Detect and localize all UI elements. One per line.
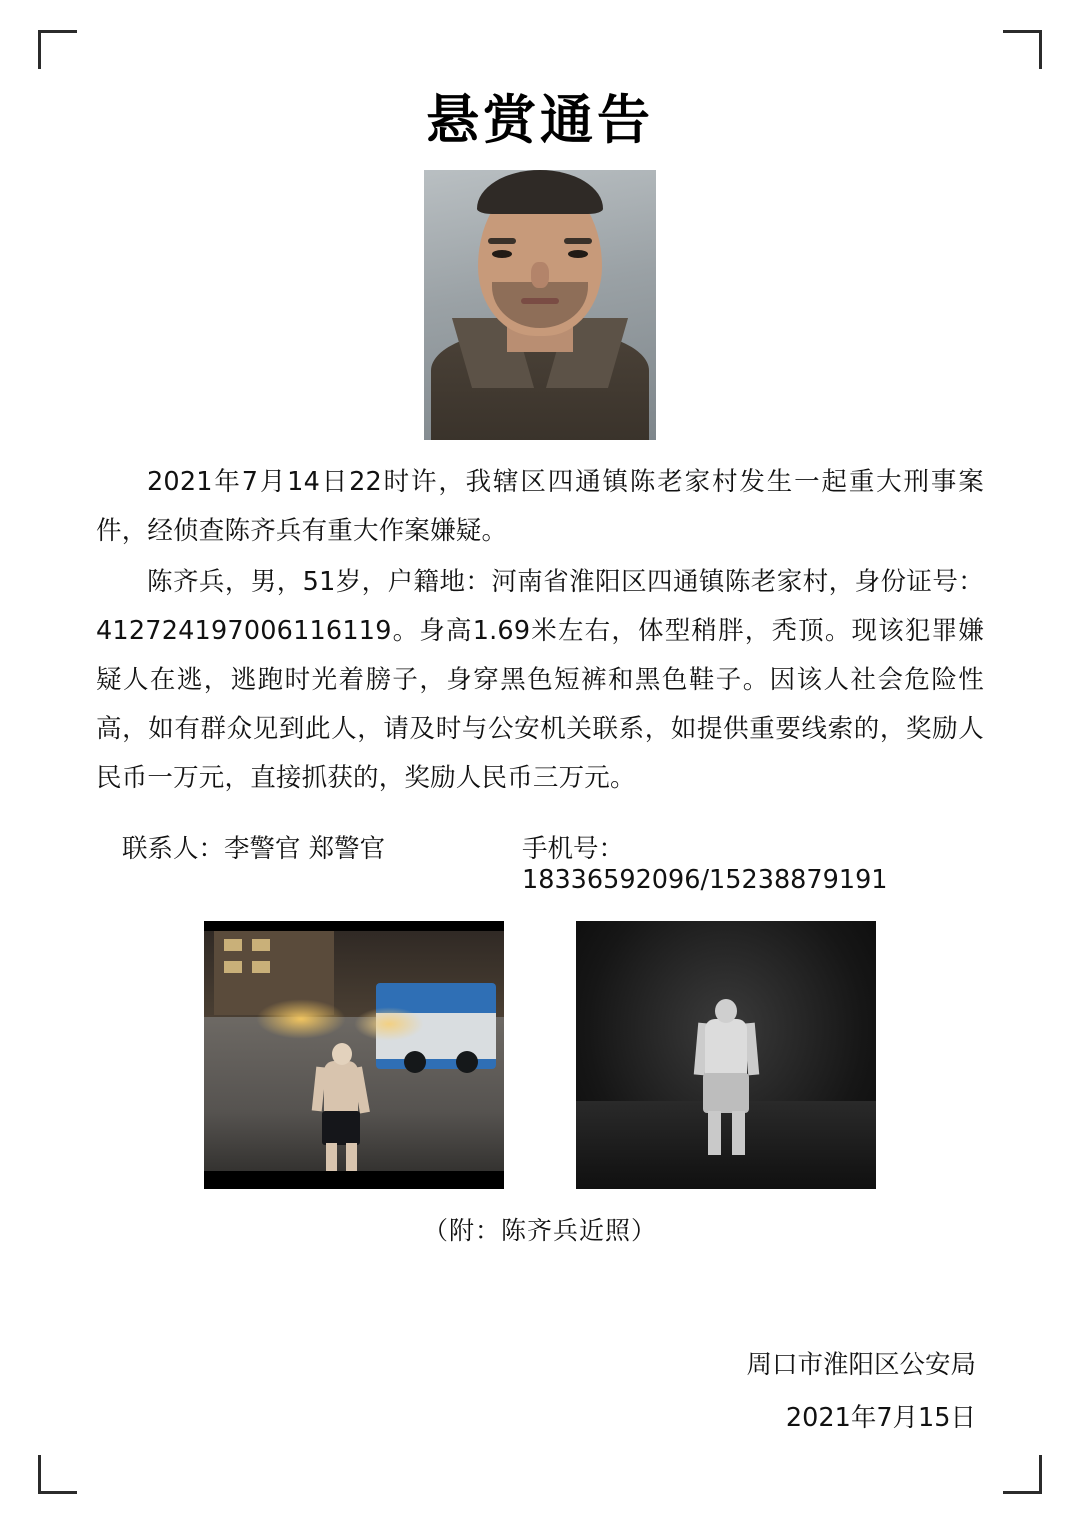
paragraph-case-summary: 2021年7月14日22时许，我辖区四通镇陈老家村发生一起重大刑事案件，经侦查陈齐兵有重大作案嫌疑。 [96, 467, 984, 546]
photo-caption: （附：陈齐兵近照） [422, 1215, 657, 1245]
evidence-photos [96, 921, 984, 1189]
notice-body [96, 458, 984, 803]
portrait-container [96, 170, 984, 440]
contact-row [96, 829, 984, 895]
issuing-authority: 周口市淮阳区公安局 [746, 1349, 976, 1380]
contact-phone: 手机号：18336592096/15238879191 [522, 833, 888, 895]
night-surveillance-photo [576, 921, 876, 1189]
street-surveillance-photo [204, 921, 504, 1189]
page-title: 悬赏通告 [426, 90, 654, 151]
issue-date: 2021年7月15日 [785, 1403, 976, 1434]
suspect-portrait-photo [424, 170, 656, 440]
signature-block [96, 1339, 984, 1446]
contact-person: 联系人：李警官 郑警官 [122, 833, 386, 864]
paragraph-suspect-details: 陈齐兵，男，51岁，户籍地：河南省淮阳区四通镇陈老家村，身份证号：412724197006116119。身高1.69米左右，体型稍胖，秃顶。现该犯罪嫌疑人在逃，逃跑时光着膀子，身穿黑色短裤和黑色鞋子。因该人社会危险性高，如有群众见到此人，请及时与公安机关联系，如提供重要线索的，奖励人民币一万元，直接抓获的，奖励人民币三万元。 [96, 566, 984, 793]
